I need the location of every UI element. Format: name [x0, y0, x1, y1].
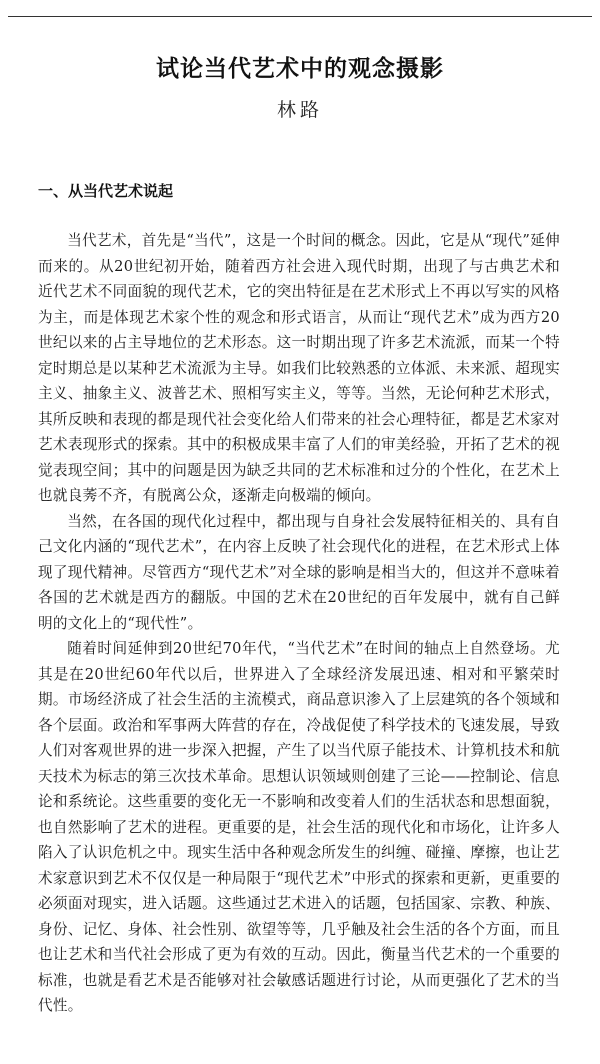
top-rule: [8, 16, 592, 17]
body-paragraph-1: 当代艺术，首先是“当代”，这是一个时间的概念。因此，它是从“现代”延伸而来的。从20世纪初开始，随着西方社会进入现代时期，出现了与古典艺术和近代艺术不同面貌的现代艺术，它的突出特征是在艺术形式上不再以写实的风格为主，而是体现艺术家个性的观念和形式语言，从而让“现代艺术”成为西方20世纪以来的占主导地位的艺术形态。这一时期出现了许多艺术流派，而某一个特定时期总是以某种艺术流派为主导。如我们比较熟悉的立体派、未来派、超现实主义、抽象主义、波普艺术、照相写实主义，等等。当然，无论何种艺术形式，其所反映和表现的都是现代社会变化给人们带来的社会心理特征，都是艺术家对艺术表现形式的探索。其中的积极成果丰富了人们的审美经验，开拓了艺术的视觉表现空间；其中的问题是因为缺乏共同的艺术标准和过分的个性化，在艺术上也就良莠不齐，有脱离公众，逐渐走向极端的倾向。: [38, 232, 560, 504]
section-heading: 一、从当代艺术说起: [38, 182, 174, 200]
body-paragraph-3: 随着时间延伸到20世纪70年代，“当代艺术”在时间的轴点上自然登场。尤其是在20世纪60年代以后，世界进入了全球经济发展迅速、相对和平繁荣时期。市场经济成了社会生活的主流模式，商品意识渗入了上层建筑的各个领域和各个层面。政治和军事两大阵营的存在，冷战促使了科学技术的飞速发展，导致人们对客观世界的进一步深入把握，产生了以当代原子能技术、计算机技术和航天技术为标志的第三次技术革命。思想认识领域则创建了三论——控制论、信息论和系统论。这些重要的变化无一不影响和改变着人们的生活状态和思想面貌，也自然影响了艺术的进程。更重要的是，社会生活的现代化和市场化，让许多人陷入了认识危机之中。现实生活中各种观念所发生的纠缠、碰撞、摩擦，也让艺术家意识到艺术不仅仅是一种局限于“现代艺术”中形式的探索和更新，更重要的必须面对现实，进入话题。这些通过艺术进入的话题，包括国家、宗教、种族、身份、记忆、身体、社会性别、欲望等等，几乎触及社会生活的各个方面，而且也让艺术和当代社会形成了更为有效的互动。因此，衡量当代艺术的一个重要的标准，也就是看艺术是否能够对社会敏感话题进行讨论，从而更强化了艺术的当代性。: [38, 640, 560, 1014]
article-title: 试论当代艺术中的观念摄影: [156, 56, 444, 82]
body-paragraph-2: 当然，在各国的现代化过程中，都出现与自身社会发展特征相关的、具有自己文化内涵的“现代艺术”，在内容上反映了社会现代化的进程，在艺术形式上体现了现代精神。尽管西方“现代艺术”对全球的影响是相当大的，但这并不意味着各国的艺术就是西方的翻版。中国的艺术在20世纪的百年发展中，就有自己鲜明的文化上的“现代性”。: [38, 512, 560, 632]
article-body: [38, 228, 560, 1019]
article-author: 林路: [276, 99, 323, 121]
